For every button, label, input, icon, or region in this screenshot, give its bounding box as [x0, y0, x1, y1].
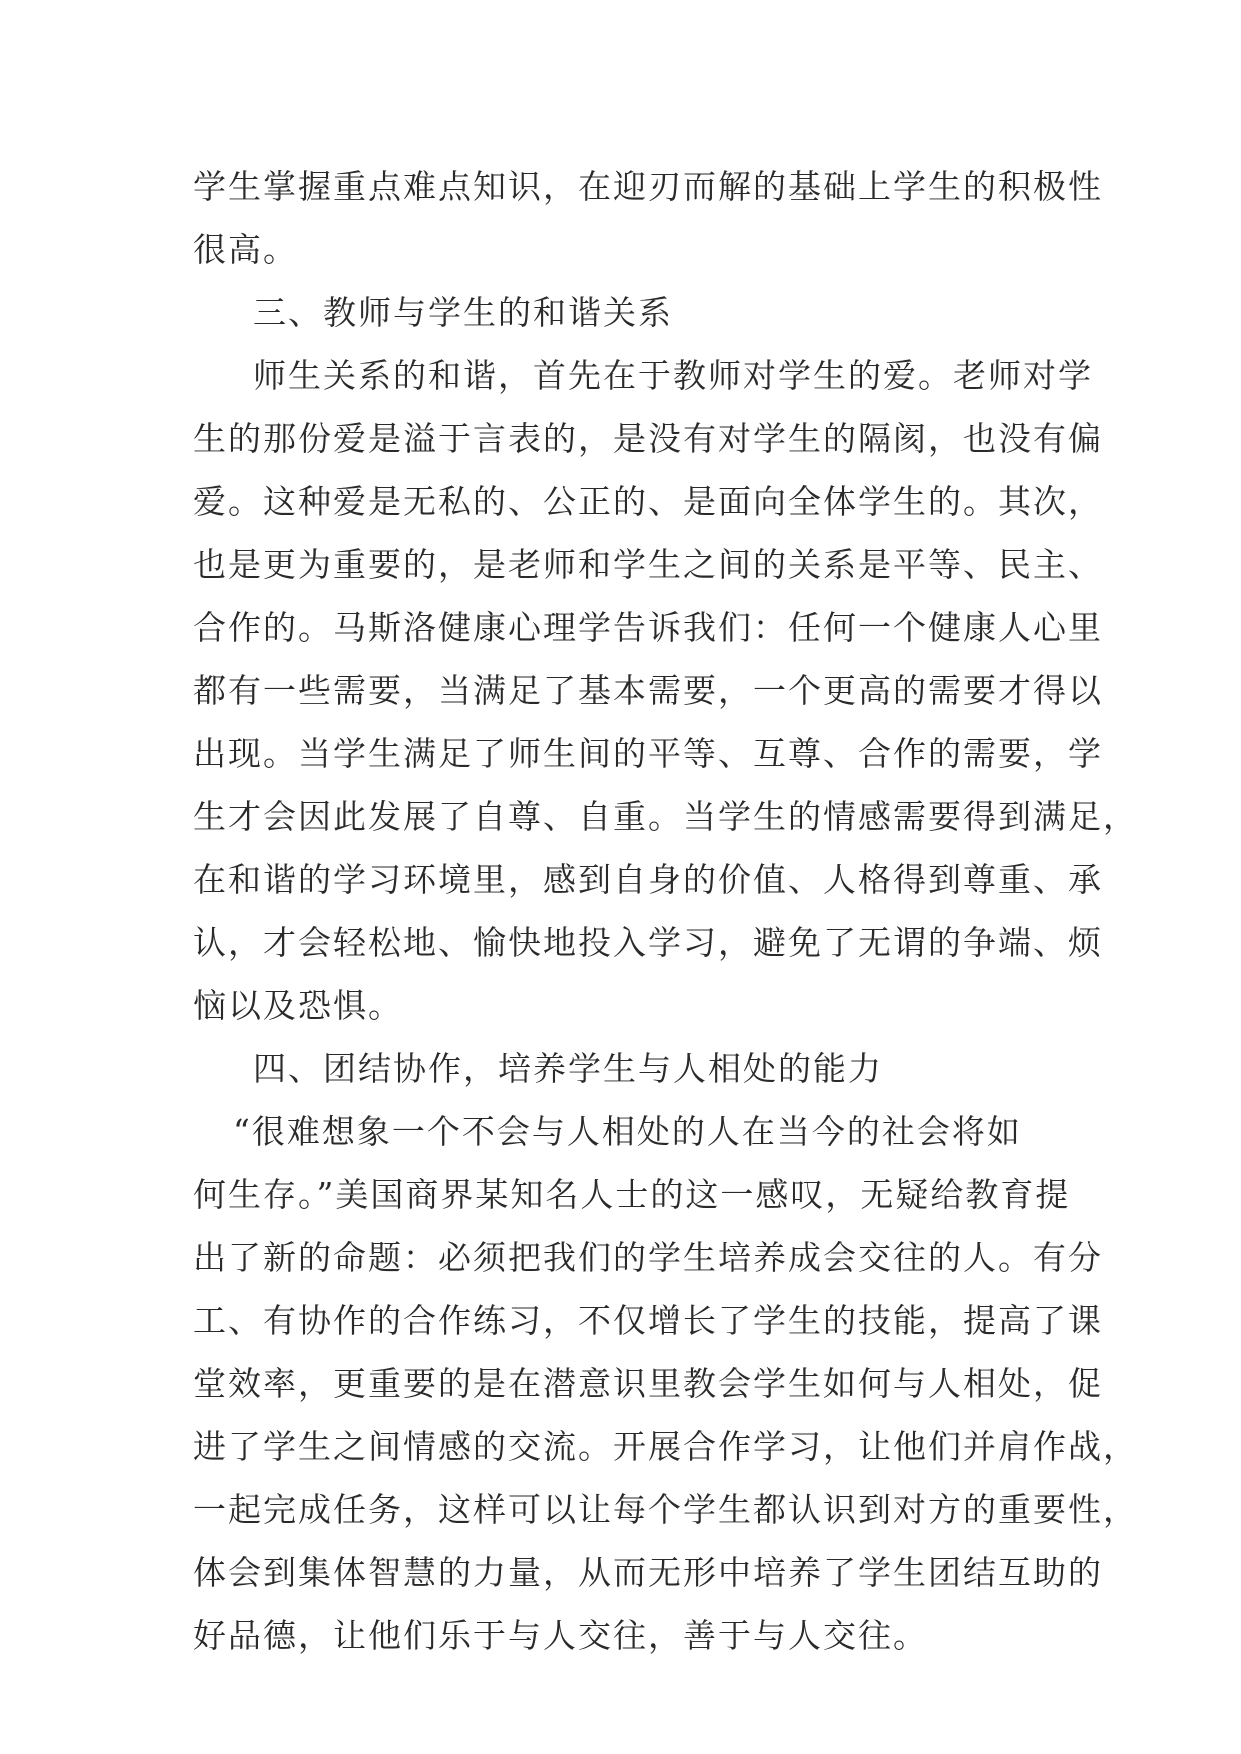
section-heading-3: 三、教师与学生的和谐关系	[253, 293, 673, 332]
body-text-line: 工、有协作的合作练习，不仅增长了学生的技能，提高了课	[193, 1301, 1103, 1340]
body-text-line: 一起完成任务，这样可以让每个学生都认识到对方的重要性，	[193, 1490, 1138, 1529]
body-text-line: 何生存。”美国商界某知名人士的这一感叹，无疑给教育提	[193, 1175, 1071, 1214]
section-heading-4: 四、团结协作，培养学生与人相处的能力	[253, 1049, 883, 1088]
paragraph-first-line: 师生关系的和谐，首先在于教师对学生的爱。老师对学	[253, 356, 1093, 395]
body-text-line: 堂效率，更重要的是在潜意识里教会学生如何与人相处，促	[193, 1364, 1103, 1403]
body-text-line: 很高。	[193, 230, 298, 269]
body-text-line: 也是更为重要的，是老师和学生之间的关系是平等、民主、	[193, 545, 1103, 584]
body-text-line: 学生掌握重点难点知识，在迎刃而解的基础上学生的积极性	[193, 167, 1103, 206]
body-text-line: 生才会因此发展了自尊、自重。当学生的情感需要得到满足，	[193, 797, 1138, 836]
body-text-line: 恼以及恐惧。	[193, 986, 403, 1025]
body-text-line: 好品德，让他们乐于与人交往，善于与人交往。	[193, 1616, 928, 1655]
body-text-line: 出了新的命题：必须把我们的学生培养成会交往的人。有分	[193, 1238, 1103, 1277]
body-text-line: 爱。这种爱是无私的、公正的、是面向全体学生的。其次，	[193, 482, 1103, 521]
body-text-line: 进了学生之间情感的交流。开展合作学习，让他们并肩作战，	[193, 1427, 1138, 1466]
document-body	[193, 155, 1138, 1667]
body-text-line: 出现。当学生满足了师生间的平等、互尊、合作的需要，学	[193, 734, 1103, 773]
body-text-line: 认，才会轻松地、愉快地投入学习，避免了无谓的争端、烦	[193, 923, 1103, 962]
body-text-line: 生的那份爱是溢于言表的，是没有对学生的隔阂，也没有偏	[193, 419, 1103, 458]
paragraph-first-line: “很难想象一个不会与人相处的人在当今的社会将如	[233, 1112, 1022, 1151]
body-text-line: 体会到集体智慧的力量，从而无形中培养了学生团结互助的	[193, 1553, 1103, 1592]
body-text-line: 都有一些需要，当满足了基本需要，一个更高的需要才得以	[193, 671, 1103, 710]
body-text-line: 在和谐的学习环境里，感到自身的价值、人格得到尊重、承	[193, 860, 1103, 899]
body-text-line: 合作的。马斯洛健康心理学告诉我们：任何一个健康人心里	[193, 608, 1103, 647]
